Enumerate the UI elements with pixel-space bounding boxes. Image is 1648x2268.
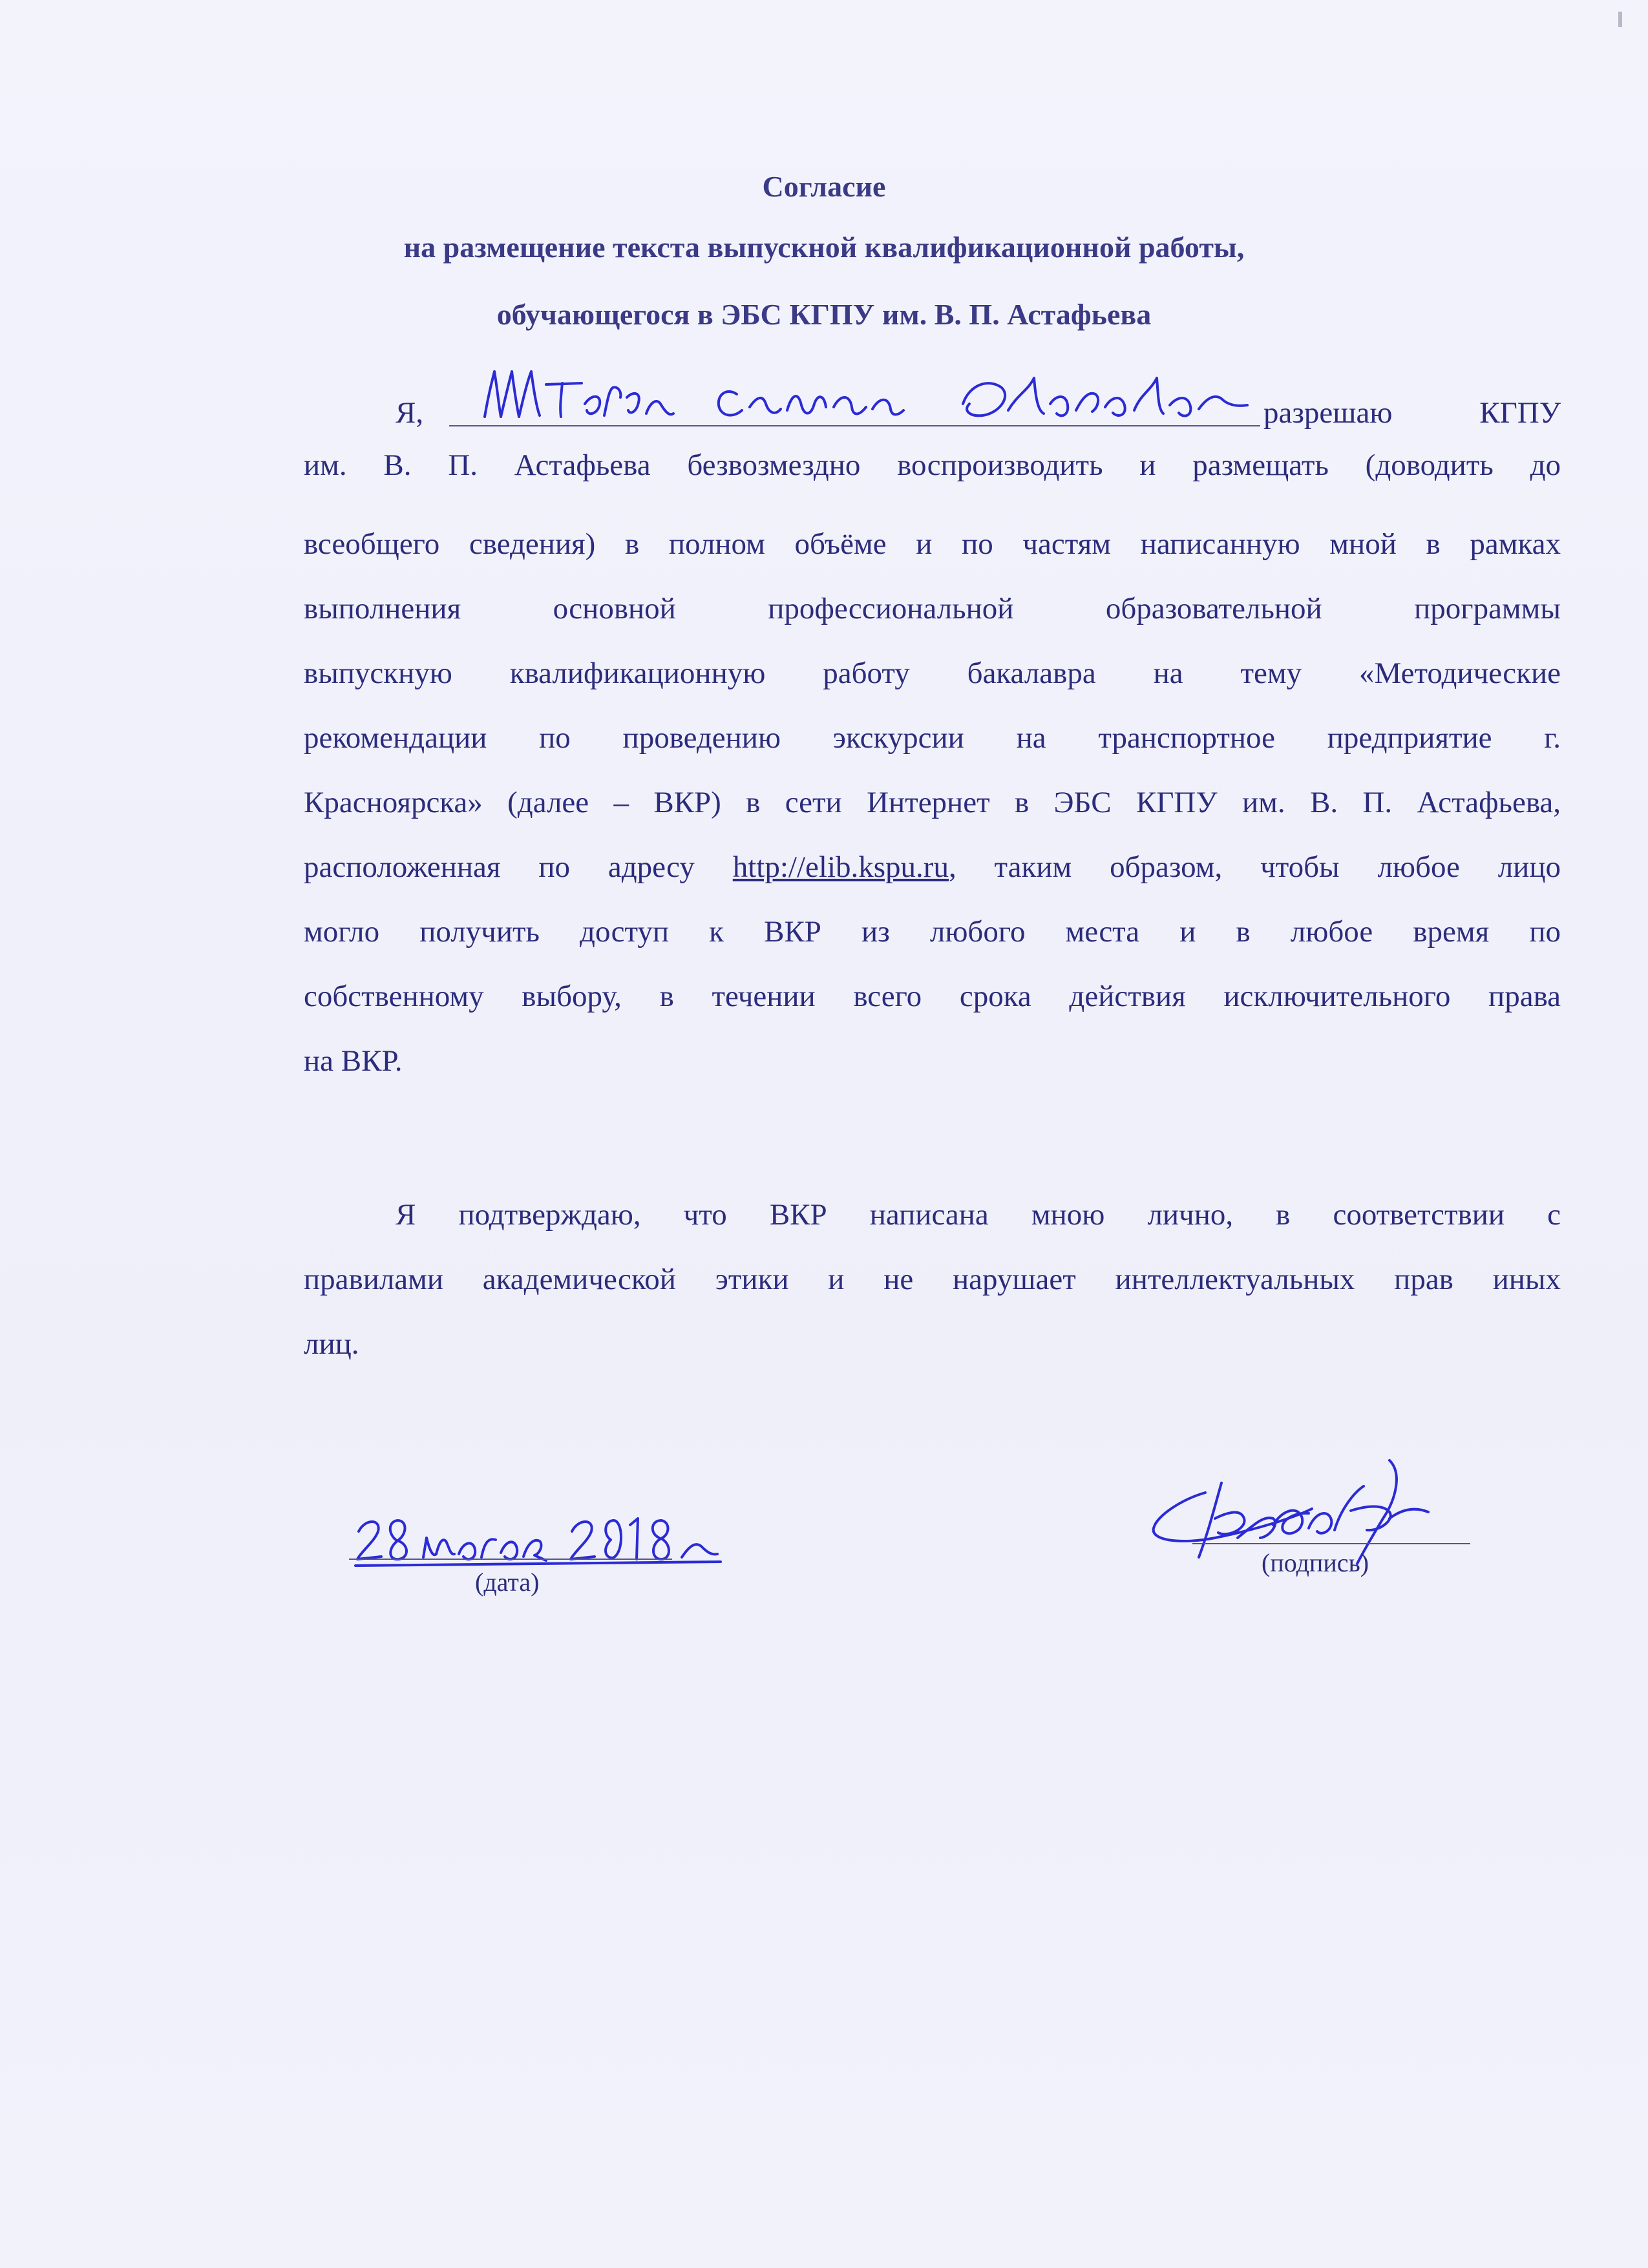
consent-line-6: Красноярска» (далее – ВКР) в сети Интернет в ЭБС КГПУ им. В. П. Астафьева,	[304, 786, 1561, 819]
handwritten-student-name	[472, 359, 1267, 433]
handwritten-date	[352, 1502, 727, 1577]
signature-label: (подпись)	[1262, 1548, 1369, 1577]
handwritten-date-drawing	[352, 1502, 727, 1573]
scan-edge-mark	[1618, 12, 1622, 27]
url-suffix: , таким образом, чтобы любое лицо	[948, 850, 1561, 884]
url-prefix: расположенная по адресу	[304, 850, 733, 884]
document-subtitle-line-2: обучающегося в ЭБС КГПУ им. В. П. Астафьева	[496, 298, 1152, 331]
confirmation-line-1: Я подтверждаю, что ВКР написана мною лично, в соответствии с	[396, 1198, 1561, 1232]
consent-line-10: на ВКР.	[304, 1044, 403, 1078]
consent-line-4: выпускную квалификационную работу бакалавра на тему «Методические	[304, 656, 1561, 690]
document-title: Согласие	[762, 170, 886, 203]
handwritten-name-drawing	[472, 359, 1267, 430]
consent-line-3: выполнения основной профессиональной образовательной программы	[304, 592, 1561, 625]
date-label: (дата)	[475, 1568, 540, 1597]
consent-allow: разрешаю КГПУ	[1263, 396, 1561, 430]
elib-link[interactable]: http://elib.kspu.ru	[732, 850, 949, 884]
signature-underline	[1192, 1543, 1470, 1544]
date-underline	[349, 1559, 672, 1560]
confirmation-line-2: правилами академической этики и не нарушает интеллектуальных прав иных	[304, 1263, 1561, 1296]
consent-line-9: собственному выбору, в течении всего срока действия исключительного права	[304, 980, 1561, 1013]
consent-line-8: могло получить доступ к ВКР из любого места и в любое время по	[304, 915, 1561, 949]
document-subtitle-line-1: на размещение текста выпускной квалификационной работы,	[403, 231, 1245, 264]
consent-line-2: всеобщего сведения) в полном объёме и по частям написанную мной в рамках	[304, 527, 1561, 561]
consent-line-5: рекомендации по проведению экскурсии на транспортное предприятие г.	[304, 721, 1561, 755]
consent-line-1: им. В. П. Астафьева безвозмездно воспроизводить и размещать (доводить до	[304, 448, 1561, 482]
consent-ya: Я,	[396, 396, 424, 430]
consent-line-url	[304, 848, 1561, 887]
name-underline	[449, 425, 1260, 426]
confirmation-line-3: лиц.	[304, 1327, 359, 1361]
